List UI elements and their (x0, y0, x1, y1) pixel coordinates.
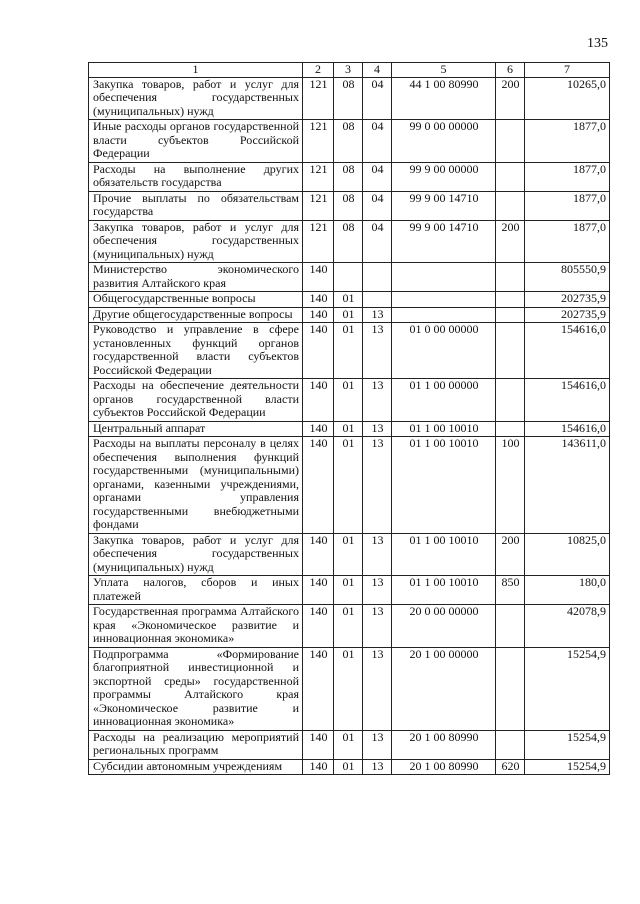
ministry-code-cell: 140 (303, 759, 334, 775)
section-code-cell: 08 (334, 220, 363, 263)
subsection-code-cell: 04 (363, 120, 392, 163)
section-code-cell: 01 (334, 533, 363, 576)
ministry-code-cell: 140 (303, 323, 334, 379)
section-code-cell: 08 (334, 77, 363, 120)
expense-type-cell (496, 191, 525, 220)
ministry-code-cell: 140 (303, 576, 334, 605)
header-row (89, 63, 610, 78)
subsection-code-cell: 13 (363, 647, 392, 730)
table-row (89, 759, 610, 775)
expense-name-cell: Другие общегосударственные вопросы (89, 307, 303, 323)
subsection-code-cell: 04 (363, 191, 392, 220)
table-row (89, 263, 610, 292)
amount-cell: 1877,0 (525, 120, 610, 163)
table-row (89, 437, 610, 534)
section-code-cell: 01 (334, 759, 363, 775)
target-article-cell: 20 1 00 00000 (392, 647, 496, 730)
amount-cell: 42078,9 (525, 605, 610, 648)
amount-cell: 202735,9 (525, 292, 610, 308)
amount-cell: 15254,9 (525, 730, 610, 759)
expense-name-cell: Уплата налогов, сборов и иных платежей (89, 576, 303, 605)
expense-name-cell: Расходы на выполнение других обязательств государства (89, 162, 303, 191)
expense-type-cell (496, 379, 525, 422)
ministry-code-cell: 140 (303, 605, 334, 648)
target-article-cell (392, 307, 496, 323)
subsection-code-cell (363, 292, 392, 308)
expense-type-cell (496, 323, 525, 379)
target-article-cell (392, 263, 496, 292)
table-row (89, 421, 610, 437)
table-row (89, 323, 610, 379)
section-code-cell (334, 263, 363, 292)
target-article-cell: 01 1 00 10010 (392, 533, 496, 576)
section-code-cell: 01 (334, 605, 363, 648)
section-code-cell: 08 (334, 162, 363, 191)
subsection-code-cell: 13 (363, 437, 392, 534)
ministry-code-cell: 121 (303, 220, 334, 263)
target-article-cell: 99 9 00 14710 (392, 220, 496, 263)
section-code-cell: 01 (334, 292, 363, 308)
amount-cell: 143611,0 (525, 437, 610, 534)
target-article-cell: 01 1 00 00000 (392, 379, 496, 422)
expense-name-cell: Подпрограмма «Формирование благоприятной инвестиционной и экспортной среды» государственной программы Алтайского края «Экономическое развитие и инновационная экономика» (89, 647, 303, 730)
expense-type-cell: 620 (496, 759, 525, 775)
expense-name-cell: Закупка товаров, работ и услуг для обеспечения государственных (муниципальных) нужд (89, 220, 303, 263)
expense-type-cell: 100 (496, 437, 525, 534)
section-code-cell: 08 (334, 120, 363, 163)
target-article-cell: 01 0 00 00000 (392, 323, 496, 379)
table-row (89, 162, 610, 191)
ministry-code-cell: 140 (303, 263, 334, 292)
expense-type-cell (496, 730, 525, 759)
ministry-code-cell: 140 (303, 437, 334, 534)
section-code-cell: 01 (334, 307, 363, 323)
ministry-code-cell: 140 (303, 730, 334, 759)
expense-name-cell: Общегосударственные вопросы (89, 292, 303, 308)
target-article-cell: 44 1 00 80990 (392, 77, 496, 120)
section-code-cell: 01 (334, 437, 363, 534)
expense-type-cell: 200 (496, 77, 525, 120)
table-row (89, 120, 610, 163)
expense-name-cell: Иные расходы органов государственной власти субъектов Российской Федерации (89, 120, 303, 163)
column-header: 5 (392, 63, 496, 78)
ministry-code-cell: 140 (303, 379, 334, 422)
ministry-code-cell: 140 (303, 647, 334, 730)
expense-type-cell (496, 120, 525, 163)
ministry-code-cell: 140 (303, 307, 334, 323)
expense-name-cell: Расходы на выплаты персоналу в целях обеспечения выполнения функций государственными (муниципальными) органами, казенными учреждениями, органами управления государственными внебюджетными фондами (89, 437, 303, 534)
column-header: 3 (334, 63, 363, 78)
expense-name-cell: Центральный аппарат (89, 421, 303, 437)
section-code-cell: 01 (334, 730, 363, 759)
expense-name-cell: Расходы на реализацию мероприятий региональных программ (89, 730, 303, 759)
expense-type-cell (496, 647, 525, 730)
expense-name-cell: Руководство и управление в сфере установленных функций органов государственной власти субъектов Российской Федерации (89, 323, 303, 379)
table-row (89, 379, 610, 422)
target-article-cell: 01 1 00 10010 (392, 421, 496, 437)
target-article-cell: 01 1 00 10010 (392, 576, 496, 605)
column-header: 1 (89, 63, 303, 78)
expense-name-cell: Прочие выплаты по обязательствам государства (89, 191, 303, 220)
expense-type-cell: 200 (496, 533, 525, 576)
target-article-cell (392, 292, 496, 308)
amount-cell: 15254,9 (525, 647, 610, 730)
subsection-code-cell: 04 (363, 220, 392, 263)
subsection-code-cell: 13 (363, 323, 392, 379)
expense-type-cell: 850 (496, 576, 525, 605)
amount-cell: 1877,0 (525, 220, 610, 263)
table-row (89, 533, 610, 576)
expense-type-cell (496, 263, 525, 292)
subsection-code-cell: 13 (363, 759, 392, 775)
column-header: 4 (363, 63, 392, 78)
expense-type-cell: 200 (496, 220, 525, 263)
subsection-code-cell (363, 263, 392, 292)
ministry-code-cell: 140 (303, 533, 334, 576)
amount-cell: 10265,0 (525, 77, 610, 120)
target-article-cell: 20 0 00 00000 (392, 605, 496, 648)
table-row (89, 605, 610, 648)
expense-type-cell (496, 307, 525, 323)
page-number: 135 (587, 36, 608, 51)
subsection-code-cell: 13 (363, 576, 392, 605)
subsection-code-cell: 13 (363, 605, 392, 648)
section-code-cell: 01 (334, 576, 363, 605)
table-row (89, 292, 610, 308)
subsection-code-cell: 13 (363, 730, 392, 759)
target-article-cell: 99 9 00 14710 (392, 191, 496, 220)
amount-cell: 202735,9 (525, 307, 610, 323)
table-row (89, 647, 610, 730)
expense-name-cell: Министерство экономического развития Алтайского края (89, 263, 303, 292)
amount-cell: 15254,9 (525, 759, 610, 775)
expense-name-cell: Закупка товаров, работ и услуг для обеспечения государственных (муниципальных) нужд (89, 77, 303, 120)
section-code-cell: 01 (334, 647, 363, 730)
amount-cell: 1877,0 (525, 191, 610, 220)
ministry-code-cell: 121 (303, 77, 334, 120)
amount-cell: 805550,9 (525, 263, 610, 292)
amount-cell: 1877,0 (525, 162, 610, 191)
section-code-cell: 01 (334, 323, 363, 379)
ministry-code-cell: 121 (303, 191, 334, 220)
table-row (89, 220, 610, 263)
target-article-cell: 20 1 00 80990 (392, 759, 496, 775)
subsection-code-cell: 04 (363, 77, 392, 120)
subsection-code-cell: 04 (363, 162, 392, 191)
ministry-code-cell: 121 (303, 120, 334, 163)
amount-cell: 154616,0 (525, 323, 610, 379)
section-code-cell: 01 (334, 421, 363, 437)
table-row (89, 191, 610, 220)
ministry-code-cell: 140 (303, 421, 334, 437)
subsection-code-cell: 13 (363, 533, 392, 576)
table-row (89, 576, 610, 605)
column-header: 6 (496, 63, 525, 78)
amount-cell: 154616,0 (525, 421, 610, 437)
table-row (89, 77, 610, 120)
expense-type-cell (496, 162, 525, 191)
ministry-code-cell: 121 (303, 162, 334, 191)
target-article-cell: 99 0 00 00000 (392, 120, 496, 163)
amount-cell: 10825,0 (525, 533, 610, 576)
target-article-cell: 01 1 00 10010 (392, 437, 496, 534)
table-row (89, 307, 610, 323)
amount-cell: 154616,0 (525, 379, 610, 422)
expense-name-cell: Закупка товаров, работ и услуг для обеспечения государственных (муниципальных) нужд (89, 533, 303, 576)
column-header: 2 (303, 63, 334, 78)
expense-type-cell (496, 605, 525, 648)
amount-cell: 180,0 (525, 576, 610, 605)
section-code-cell: 01 (334, 379, 363, 422)
target-article-cell: 20 1 00 80990 (392, 730, 496, 759)
table-row (89, 730, 610, 759)
subsection-code-cell: 13 (363, 379, 392, 422)
subsection-code-cell: 13 (363, 421, 392, 437)
expense-name-cell: Расходы на обеспечение деятельности органов государственной власти субъектов Российской Федерации (89, 379, 303, 422)
ministry-code-cell: 140 (303, 292, 334, 308)
expense-name-cell: Субсидии автономным учреждениям (89, 759, 303, 775)
budget-table (88, 62, 610, 775)
subsection-code-cell: 13 (363, 307, 392, 323)
column-header: 7 (525, 63, 610, 78)
target-article-cell: 99 9 00 00000 (392, 162, 496, 191)
expense-name-cell: Государственная программа Алтайского края «Экономическое развитие и инновационная экономика» (89, 605, 303, 648)
expense-type-cell (496, 421, 525, 437)
expense-type-cell (496, 292, 525, 308)
section-code-cell: 08 (334, 191, 363, 220)
